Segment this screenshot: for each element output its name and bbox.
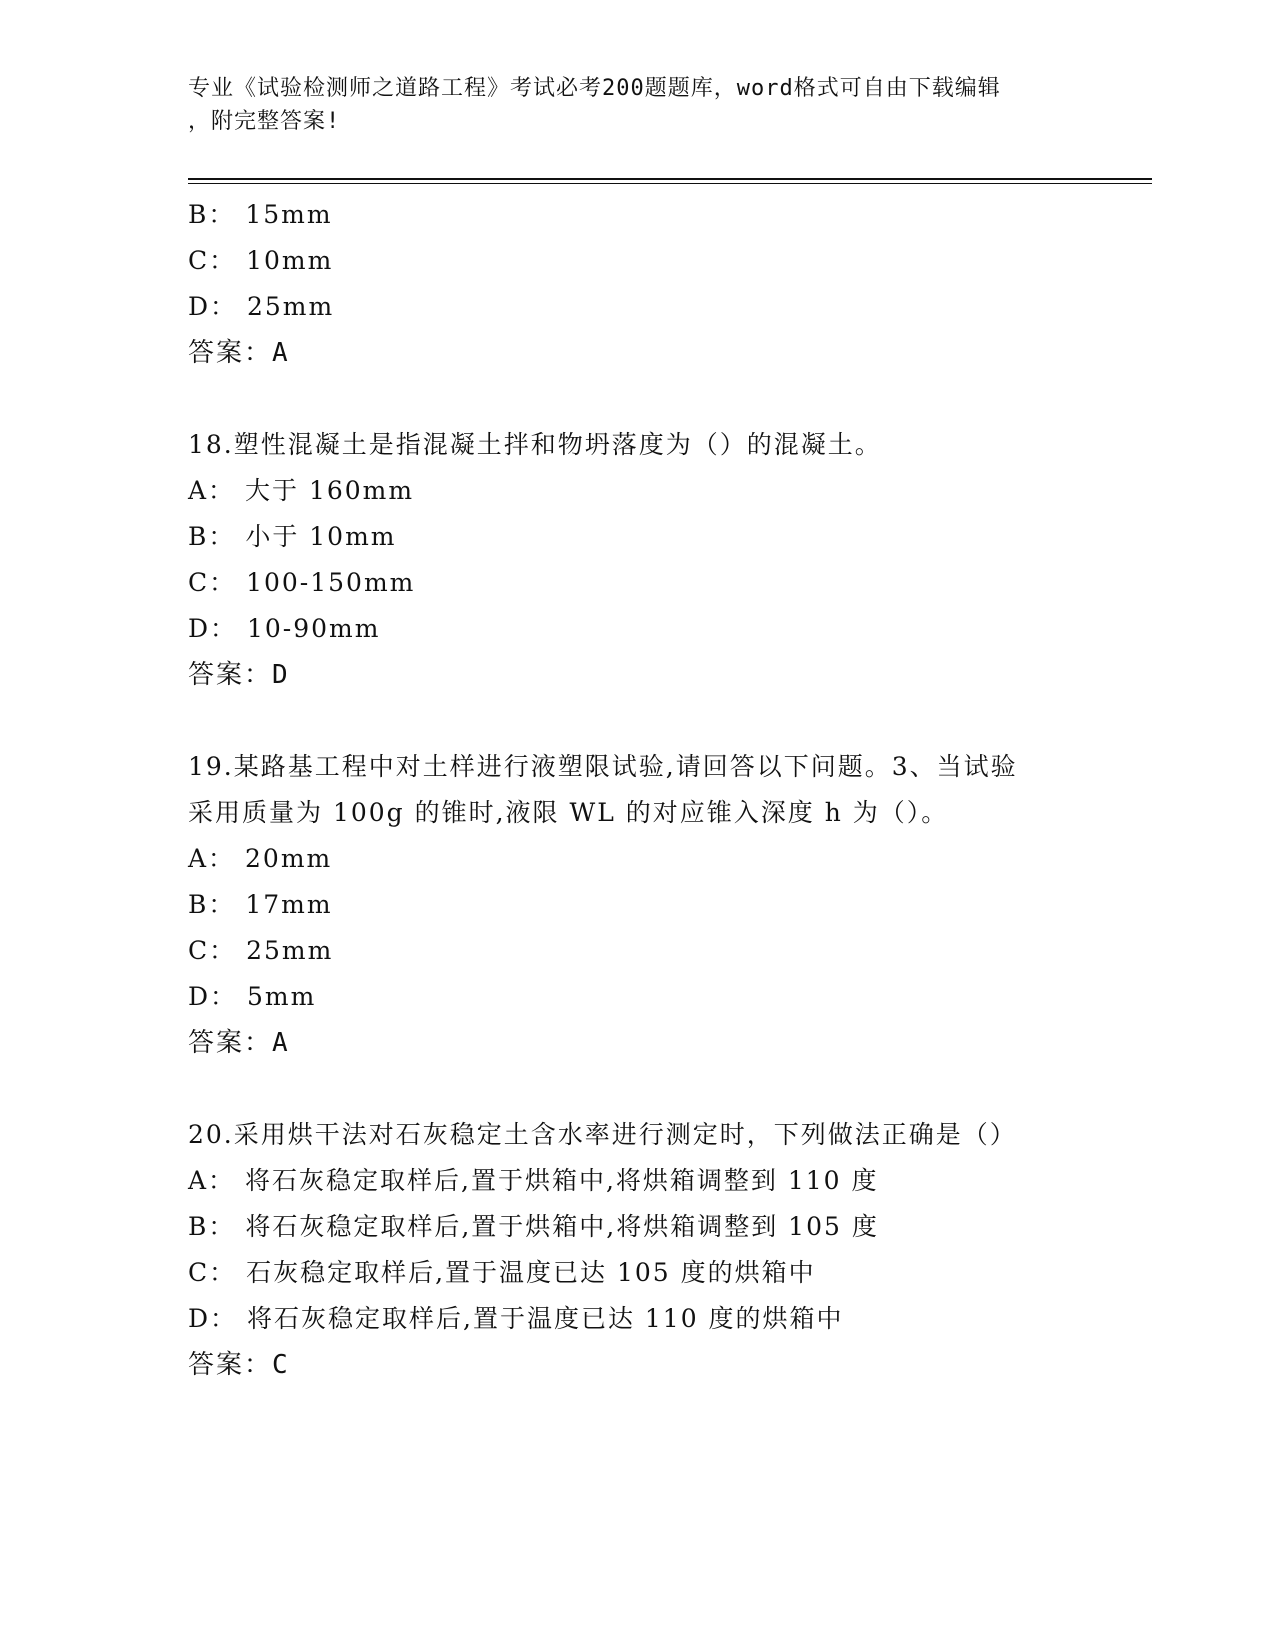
option-c: C： 25mm <box>188 936 334 965</box>
option-c: C： 100-150mm <box>188 568 416 597</box>
option-d: D： 5mm <box>188 982 317 1011</box>
option-a: A： 20mm <box>188 844 333 873</box>
option-a: A： 将石灰稳定取样后,置于烘箱中,将烘箱调整到 110 度 <box>188 1166 879 1195</box>
option-d: D： 10-90mm <box>188 614 381 643</box>
spacer <box>188 1066 1108 1112</box>
answer-line: 答案：A <box>188 1028 290 1058</box>
answer-line: 答案：C <box>188 1350 290 1380</box>
option-c: C： 10mm <box>188 246 334 275</box>
question-text: 18.塑性混凝土是指混凝土拌和物坍落度为（）的混凝土。 <box>188 430 882 459</box>
option-d: D： 将石灰稳定取样后,置于温度已达 110 度的烘箱中 <box>188 1304 844 1333</box>
header-divider-thin <box>188 183 1152 184</box>
question-18 <box>188 422 1108 698</box>
option-a: A： 大于 160mm <box>188 476 415 505</box>
question-19 <box>188 744 1108 1066</box>
option-c: C： 石灰稳定取样后,置于温度已达 105 度的烘箱中 <box>188 1258 816 1287</box>
document-header <box>188 72 1088 138</box>
option-b: B： 15mm <box>188 200 333 229</box>
header-line-1: 专业《试验检测师之道路工程》考试必考200题题库，word格式可自由下载编辑 <box>188 76 1001 101</box>
question-text: 20.采用烘干法对石灰稳定土含水率进行测定时，下列做法正确是（） <box>188 1120 1017 1149</box>
option-b: B： 17mm <box>188 890 333 919</box>
question-20 <box>188 1112 1108 1388</box>
spacer <box>188 376 1108 422</box>
question-17 <box>188 192 1108 376</box>
header-divider-thick <box>188 178 1152 180</box>
option-b: B： 将石灰稳定取样后,置于烘箱中,将烘箱调整到 105 度 <box>188 1212 879 1241</box>
option-b: B： 小于 10mm <box>188 522 397 551</box>
answer-line: 答案：A <box>188 338 290 368</box>
spacer <box>188 698 1108 744</box>
question-text-line-2: 采用质量为 100g 的锥时,液限 WL 的对应锥入深度 h 为（）。 <box>188 798 949 827</box>
question-text-line-1: 19.某路基工程中对土样进行液塑限试验,请回答以下问题。3、当试验 <box>188 752 1018 781</box>
answer-line: 答案：D <box>188 660 290 690</box>
header-line-2: ，附完整答案! <box>188 109 341 134</box>
option-d: D： 25mm <box>188 292 335 321</box>
question-list <box>188 192 1108 1388</box>
